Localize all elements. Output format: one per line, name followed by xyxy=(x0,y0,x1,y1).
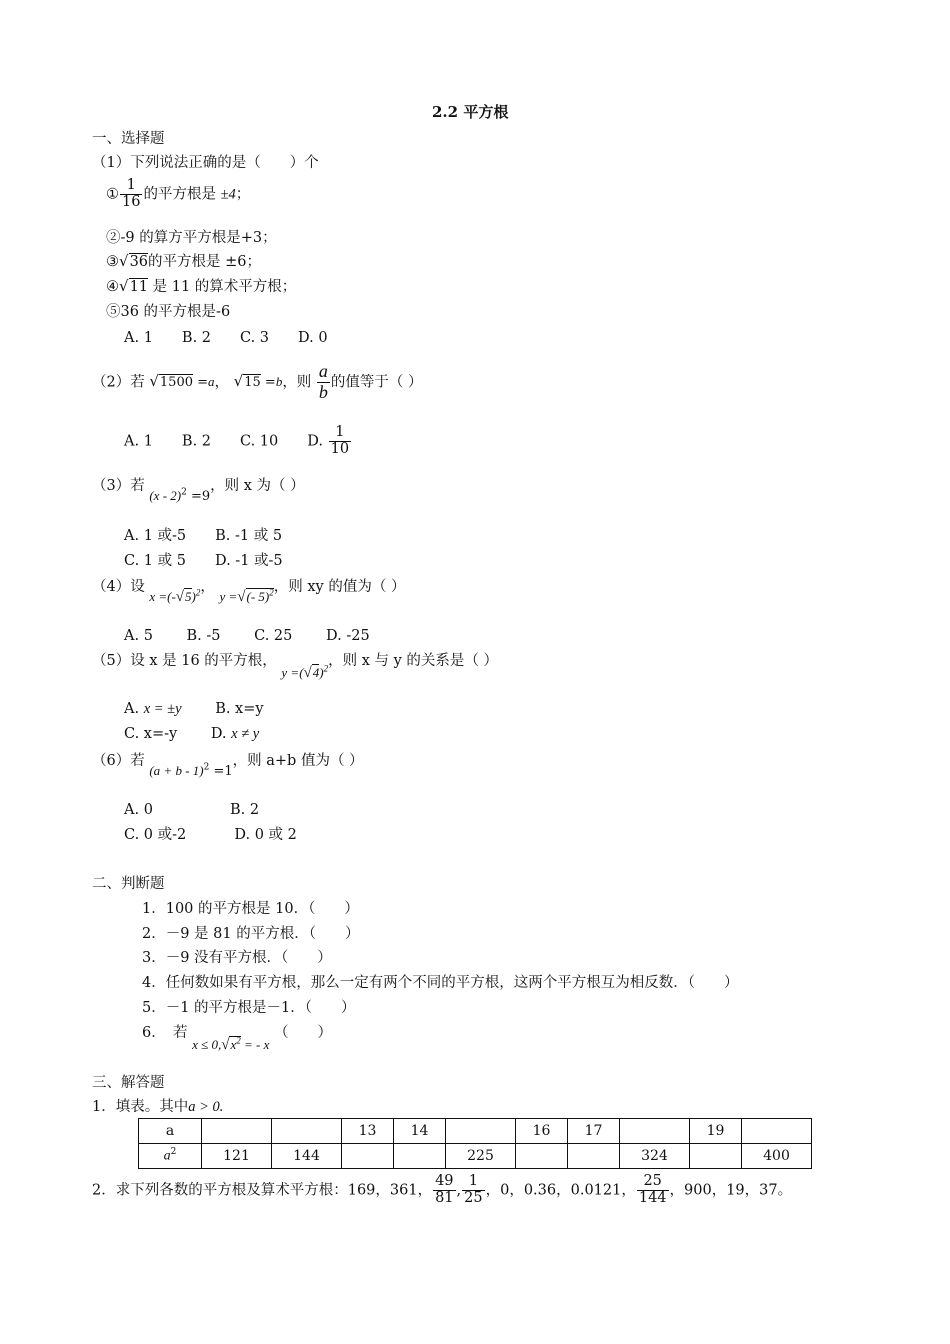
judge-item-1: 1．100 的平方根是 10．（ ） xyxy=(142,901,359,917)
table-cell: 13 xyxy=(342,1119,394,1144)
table-cell xyxy=(202,1119,272,1144)
q1-statement-2: ②-9 的算方平方根是+3； xyxy=(106,230,277,246)
q2-fraction: $\frac{a}{b}$ xyxy=(318,361,328,402)
q1-statement-3: ③√36的平方根是 ±6； xyxy=(106,252,261,270)
answer-2-prompt: 2．求下列各数的平方根及算术平方根：169，361， $\frac{49}{81}$ , $\frac{1}{25}$ ，0，0.36，0.0121， $\frac{25}{144}$ ，900，19，37。 xyxy=(92,1173,793,1206)
q1-fraction: $\frac{1}{16}$ xyxy=(122,177,141,210)
table-cell xyxy=(446,1119,516,1144)
judge-item-2: 2．－9 是 81 的平方根．（ ） xyxy=(142,926,360,942)
a2-fraction-1: $\frac{49}{81}$ xyxy=(435,1173,454,1206)
q6-options-row2: C. 0 或-2 D. 0 或 2 xyxy=(124,827,297,843)
table-cell: 144 xyxy=(272,1144,342,1169)
table-cell: 225 xyxy=(446,1144,516,1169)
q5-stem: （5）设 x 是 16 的平方根， $y =(√4)^2$，则 x 与 y 的关系是（ ） xyxy=(92,653,499,681)
page-title: 2.2 平方根 xyxy=(432,103,509,121)
table-cell: 324 xyxy=(620,1144,690,1169)
q1-statement-5: ⑤36 的平方根是-6 xyxy=(106,304,231,320)
a2-fraction-2: $\frac{1}{25}$ xyxy=(464,1173,483,1206)
q1-stem: （1）下列说法正确的是（ ）个 xyxy=(92,155,319,171)
table-cell: 14 xyxy=(394,1119,446,1144)
answer-1-prompt: 1．填表。其中a > 0. xyxy=(92,1099,224,1115)
judge-item-6: 6． 若 $x \le 0,√x^2$ = - x （ ） xyxy=(142,1025,332,1053)
q6-options-row1: A. 0 B. 2 xyxy=(124,802,260,818)
table-cell xyxy=(742,1119,812,1144)
table-cell: 121 xyxy=(202,1144,272,1169)
q1-statement-1: ① $\frac{1}{16}$ 的平方根是 ±4； xyxy=(106,177,251,210)
judge-item-3: 3．－9 没有平方根．（ ） xyxy=(142,950,332,966)
table-row xyxy=(139,1119,812,1144)
table-cell: 17 xyxy=(568,1119,620,1144)
q4-options: A. 5 B. -5 C. 25 D. -25 xyxy=(124,628,370,644)
table-cell xyxy=(272,1119,342,1144)
table-cell: $a^2$ xyxy=(139,1144,202,1169)
q1-statement-4: ④√11 是 11 的算术平方根； xyxy=(106,277,297,295)
q3-options-row2: C. 1 或 5 D. -1 或-5 xyxy=(124,553,283,569)
table-cell xyxy=(394,1144,446,1169)
q3-stem: （3）若 (x - 2)$^2$ =9，则 x 为（ ） xyxy=(92,478,305,504)
q4-stem: （4）设 $x =(-√5)^2$， y =√(- 5)$^2$，则 xy 的值为（ ） xyxy=(92,579,406,605)
q2-options: A. 1 B. 2 C. 10 D. $\frac{1}{10}$ xyxy=(124,424,350,457)
a2-fraction-3: $\frac{25}{144}$ xyxy=(638,1173,667,1206)
q6-stem: （6）若 $(a + b - 1)^2 =1$，则 a+b 值为（ ） xyxy=(92,753,364,779)
section-heading-judge: 二、判断题 xyxy=(92,876,165,892)
table-cell: 400 xyxy=(742,1144,812,1169)
q2-option-d-fraction: $\frac{1}{10}$ xyxy=(330,424,350,457)
q3-options-row1: A. 1 或-5 B. -1 或 5 xyxy=(124,528,283,544)
table-cell xyxy=(620,1119,690,1144)
q5-options-row1: A. x = ±y B. x=y xyxy=(124,701,264,717)
table-cell: 16 xyxy=(516,1119,568,1144)
table-cell: a xyxy=(139,1119,202,1144)
judge-item-5: 5．－1 的平方根是－1．（ ） xyxy=(142,1000,356,1016)
q2-stem: （2）若 √1500 =a， √15 =b，则 $\frac{a}{b}$ 的值等于（ ） xyxy=(92,361,423,402)
section-heading-choice: 一、选择题 xyxy=(92,131,165,147)
table-row xyxy=(139,1144,812,1169)
judge-item-4: 4．任何数如果有平方根，那么一定有两个不同的平方根，这两个平方根互为相反数．（ ） xyxy=(142,975,739,991)
fill-table xyxy=(138,1118,812,1169)
table-cell xyxy=(342,1144,394,1169)
table-cell: 19 xyxy=(690,1119,742,1144)
q1-options: A. 1 B. 2 C. 3 D. 0 xyxy=(124,330,328,346)
table-cell xyxy=(690,1144,742,1169)
table-cell xyxy=(568,1144,620,1169)
section-heading-answer: 三、解答题 xyxy=(92,1075,165,1091)
table-cell xyxy=(516,1144,568,1169)
q5-options-row2: C. x=-y D. x ≠ y xyxy=(124,726,260,742)
